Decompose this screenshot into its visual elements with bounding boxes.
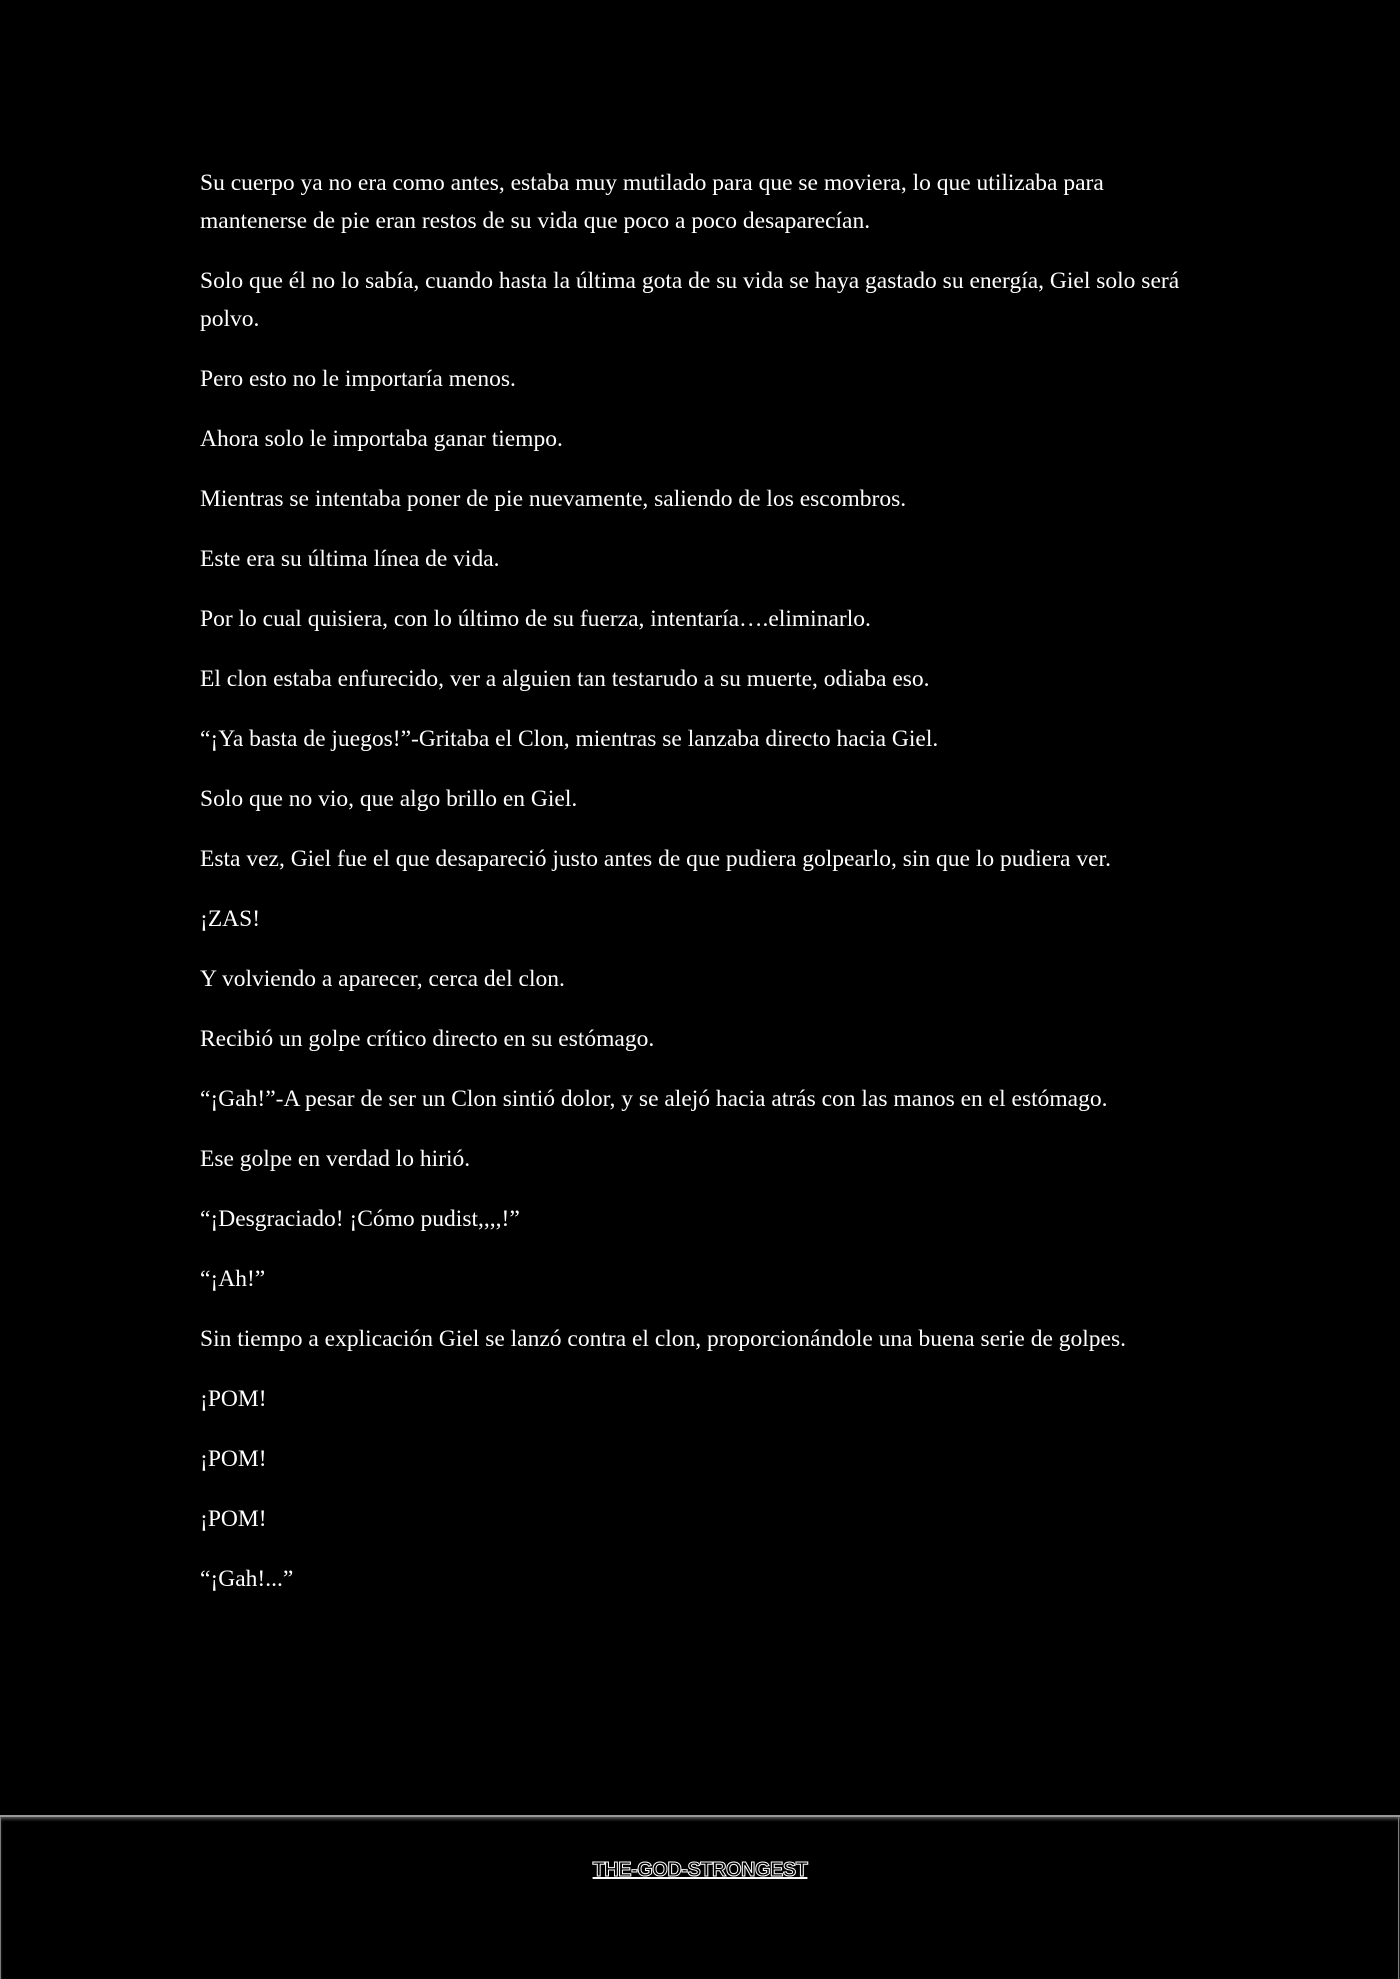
paragraph: Recibió un golpe crítico directo en su estómago.: [200, 1026, 655, 1052]
paragraph: Su cuerpo ya no era como antes, estaba muy mutilado para que se moviera, lo que utilizaba para mantenerse de pie eran restos de su vida que poco a poco desaparecían.: [200, 170, 1104, 234]
paragraph: Sin tiempo a explicación Giel se lanzó contra el clon, proporcionándole una buena serie de golpes.: [200, 1326, 1126, 1352]
paragraph: Mientras se intentaba poner de pie nuevamente, saliendo de los escombros.: [200, 486, 907, 512]
paragraph: Esta vez, Giel fue el que desapareció justo antes de que pudiera golpearlo, sin que lo pudiera ver.: [200, 846, 1111, 872]
paragraph: ¡POM!: [200, 1506, 267, 1532]
paragraph: Solo que él no lo sabía, cuando hasta la última gota de su vida se haya gastado su energía, Giel solo será polvo.: [200, 268, 1180, 332]
paragraph: Este era su última línea de vida.: [200, 546, 500, 572]
paragraph: ¡ZAS!: [200, 906, 261, 932]
paragraph: ¡POM!: [200, 1446, 267, 1472]
paragraph: “¡Desgraciado! ¡Cómo pudist,,,,!”: [200, 1206, 520, 1232]
paragraph: El clon estaba enfurecido, ver a alguien tan testarudo a su muerte, odiaba eso.: [200, 666, 930, 692]
footer-frame: [0, 1817, 1399, 1979]
paragraph: “¡Gah!...”: [200, 1566, 294, 1592]
story-text: [200, 164, 1200, 1620]
watermark-text: THE-GOD-STRONGEST: [592, 1859, 808, 1881]
paragraph: Pero esto no le importaría menos.: [200, 366, 516, 392]
paragraph: Por lo cual quisiera, con lo último de su fuerza, intentaría….eliminarlo.: [200, 606, 871, 632]
paragraph: Ahora solo le importaba ganar tiempo.: [200, 426, 563, 452]
paragraph: Y volviendo a aparecer, cerca del clon.: [200, 966, 565, 992]
paragraph: Ese golpe en verdad lo hirió.: [200, 1146, 471, 1172]
paragraph: “¡Ah!”: [200, 1266, 266, 1292]
footer-band: [0, 1815, 1400, 1979]
paragraph: ¡POM!: [200, 1386, 267, 1412]
paragraph: “¡Ya basta de juegos!”-Gritaba el Clon, mientras se lanzaba directo hacia Giel.: [200, 726, 939, 752]
paragraph: Solo que no vio, que algo brillo en Giel.: [200, 786, 578, 812]
paragraph: “¡Gah!”-A pesar de ser un Clon sintió dolor, y se alejó hacia atrás con las manos en el estómago.: [200, 1086, 1108, 1112]
